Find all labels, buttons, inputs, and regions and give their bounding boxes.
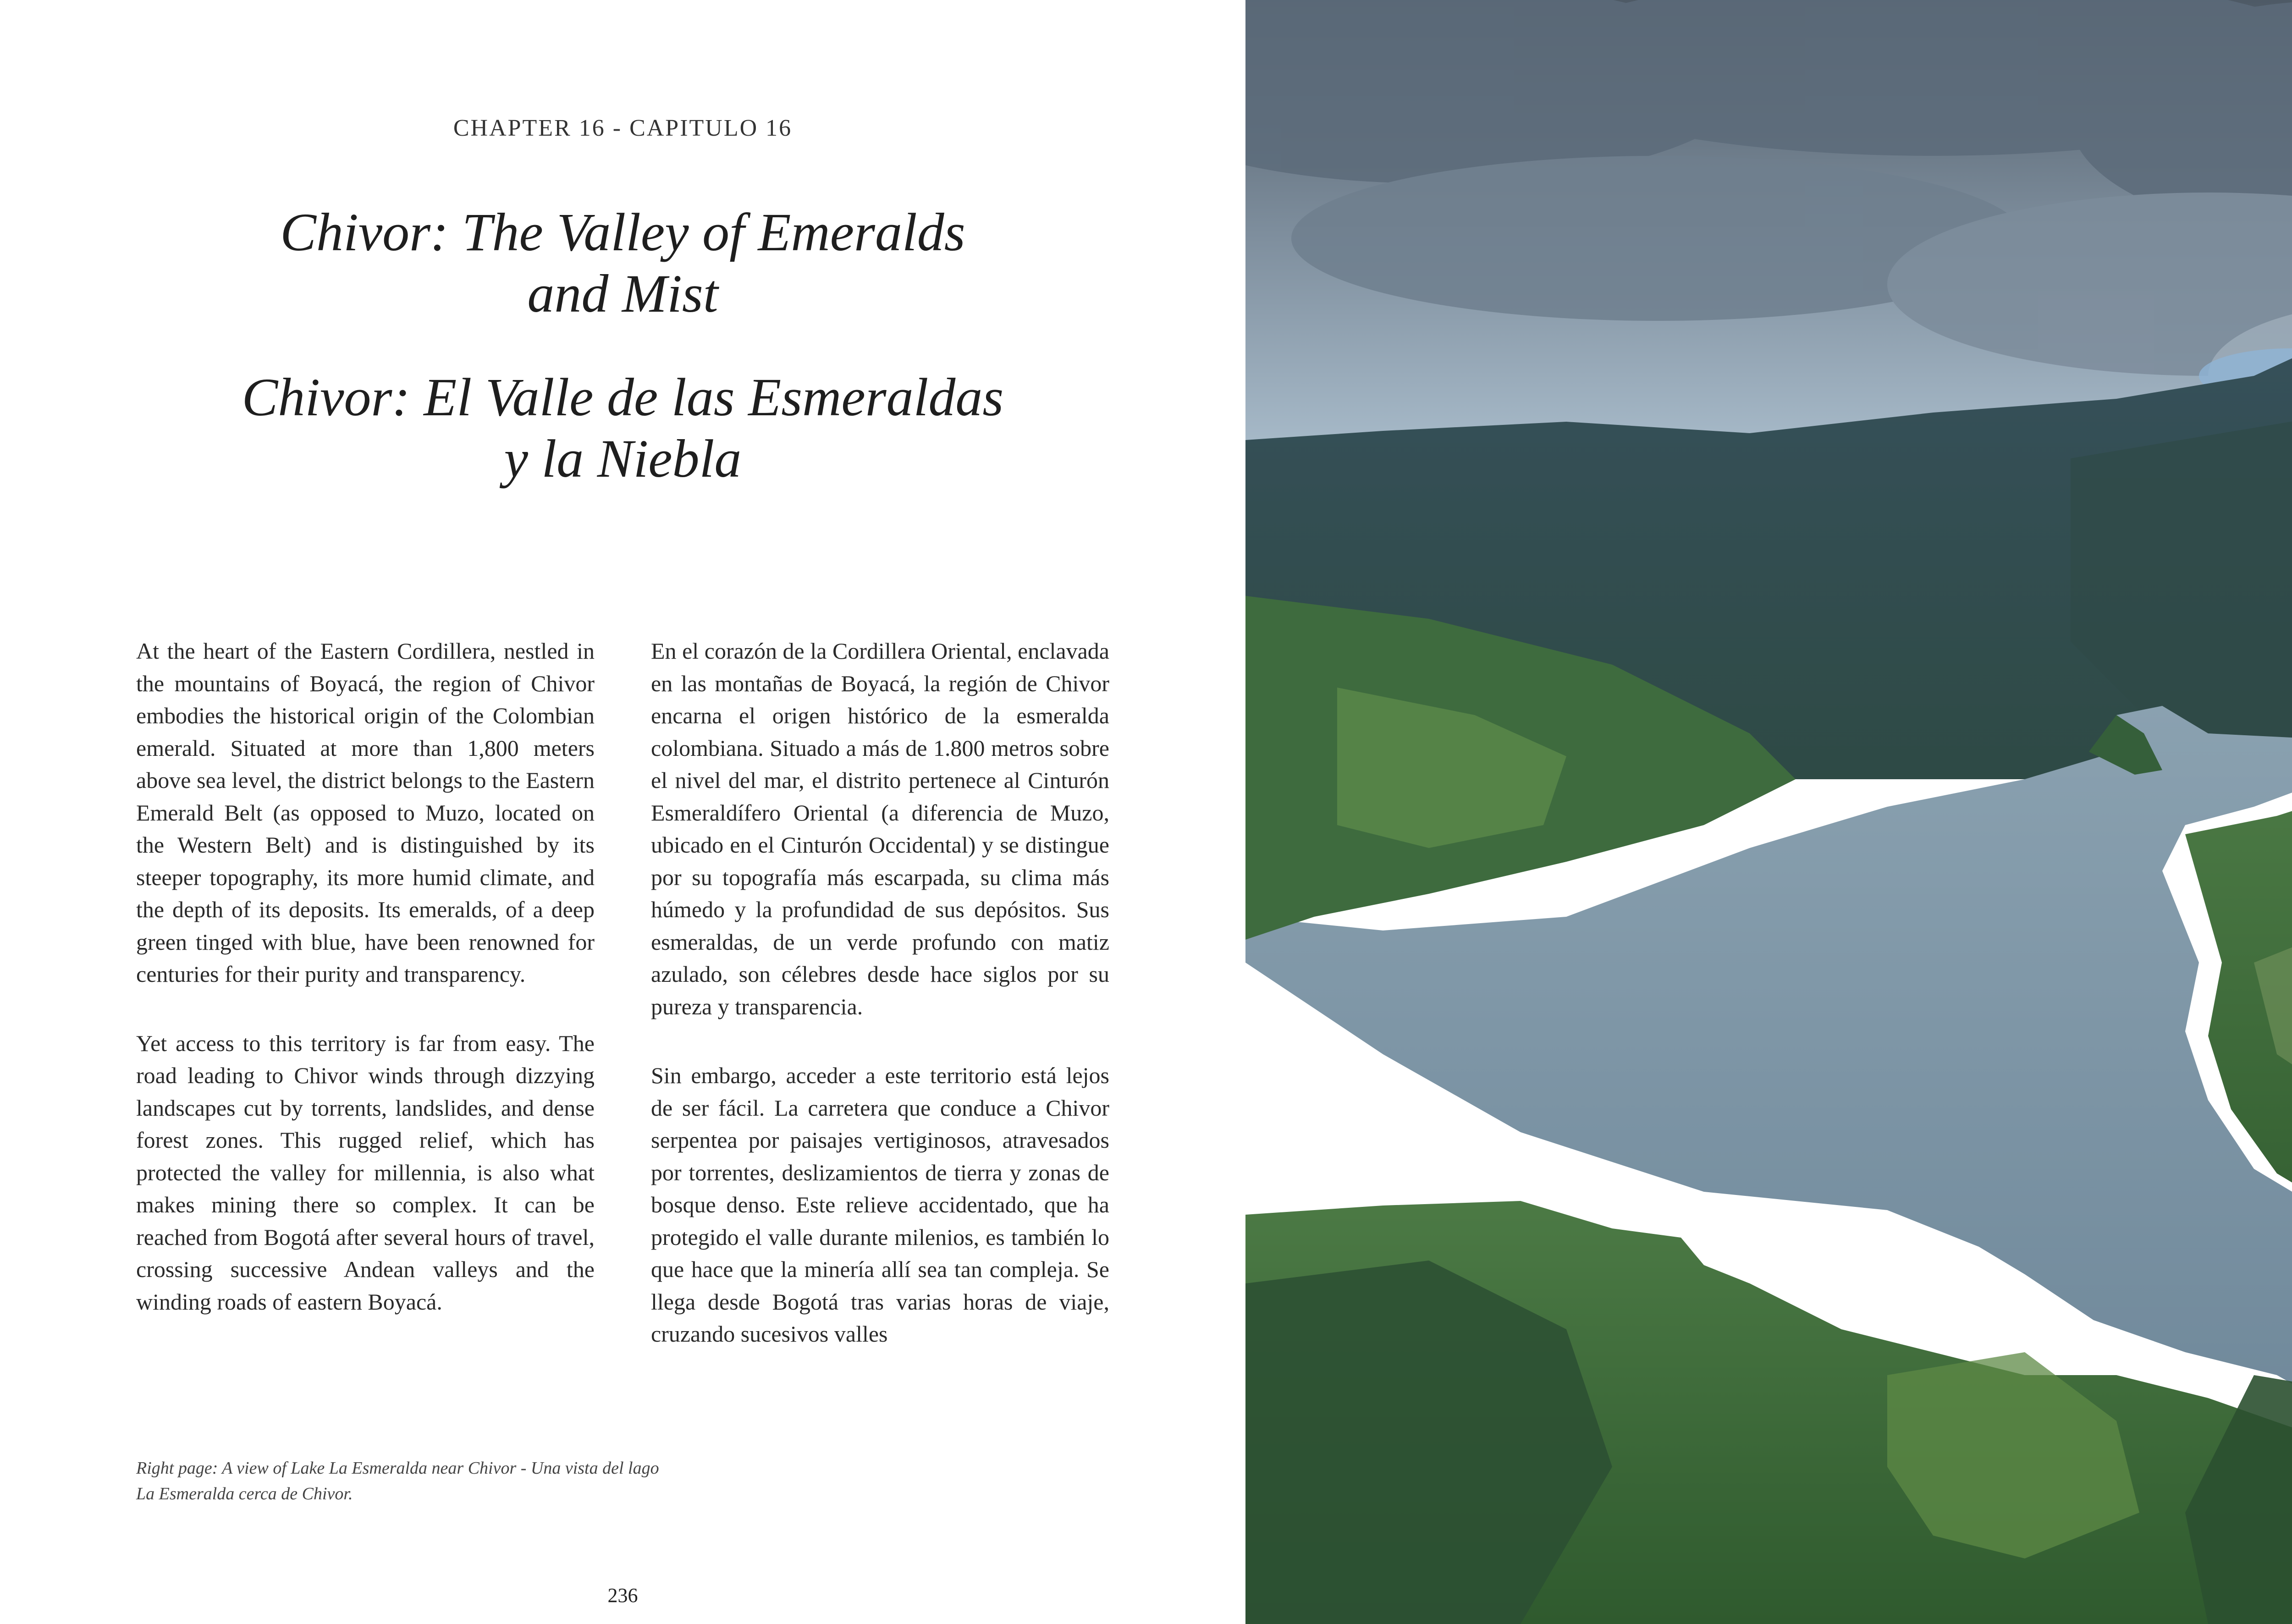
title-english-line-2: and Mist bbox=[527, 264, 718, 324]
body-column-spanish bbox=[651, 635, 1109, 1387]
page-number: 236 bbox=[607, 1584, 638, 1607]
title-english bbox=[0, 202, 1245, 325]
title-spanish bbox=[0, 367, 1245, 490]
paragraph-spanish-2: Sin embargo, acceder a este territorio está lejos de ser fácil. La carretera que conduce a Chivor serpentea por paisajes vertiginosos, atravesados por torrentes, deslizamientos de tierra y zonas de bosque denso. Este relieve accidentado, que ha protegido el valle durante milenios, es también lo que hace que la minería allí sea tan compleja. Se llega desde Bogotá tras varias horas de viaje, cruzando sucesivos valles bbox=[651, 1062, 1109, 1347]
paragraph-english-1: At the heart of the Eastern Cordillera, nestled in the mountains of Boyacá, the region of Chivor embodies the historical origin of the Colombian emerald. Situated at more than 1,800 meters above sea level, the district belongs to the Eastern Emerald Belt (as opposed to Muzo, located on the Western Belt) and is distinguished by its steeper topography, its more humid climate, and the depth of its deposits. Its emeralds, of a deep green tinged with blue, have been renowned for centuries for their purity and transparency. bbox=[136, 638, 595, 987]
lake-landscape-image bbox=[1245, 0, 2292, 1624]
paragraph-spanish-1: En el corazón de la Cordillera Oriental, enclavada en las montañas de Boyacá, la región de Chivor encarna el origen histórico de la esmeralda colombiana. Situado a más de 1.800 metros sobre el nivel del mar, el distrito pertenece al Cinturón Esmeraldífero Oriental (a diferencia de Muzo, ubicado en el Cinturón Occidental) y se distingue por su topografía más escarpada, su clima más húmedo y la profundidad de sus depósitos. Sus esmeraldas, de un verde profundo con matiz azulado, son célebres desde hace siglos por su pureza y transparencia. bbox=[651, 638, 1109, 1019]
title-english-line-1: Chivor: The Valley of Emeralds bbox=[280, 202, 965, 262]
title-spanish-line-2: y la Niebla bbox=[504, 429, 742, 489]
chapter-label: CHAPTER 16 - CAPITULO 16 bbox=[453, 115, 793, 141]
body-column-english bbox=[136, 635, 595, 1354]
title-spanish-line-1: Chivor: El Valle de las Esmeraldas bbox=[242, 367, 1004, 427]
lake-photo bbox=[1245, 0, 2292, 1624]
photo-caption: Right page: A view of Lake La Esmeralda near Chivor - Una vista del lago La Esmeralda cerca de Chivor. bbox=[136, 1459, 659, 1503]
paragraph-english-2: Yet access to this territory is far from easy. The road leading to Chivor winds through dizzying landscapes cut by torrents, landslides, and dense forest zones. This rugged relief, which has protected the valley for millennia, is also what makes mining there so complex. It can be reached from Bogotá after several hours of travel, crossing successive Andean valleys and the winding roads of eastern Boyacá. bbox=[136, 1030, 595, 1315]
